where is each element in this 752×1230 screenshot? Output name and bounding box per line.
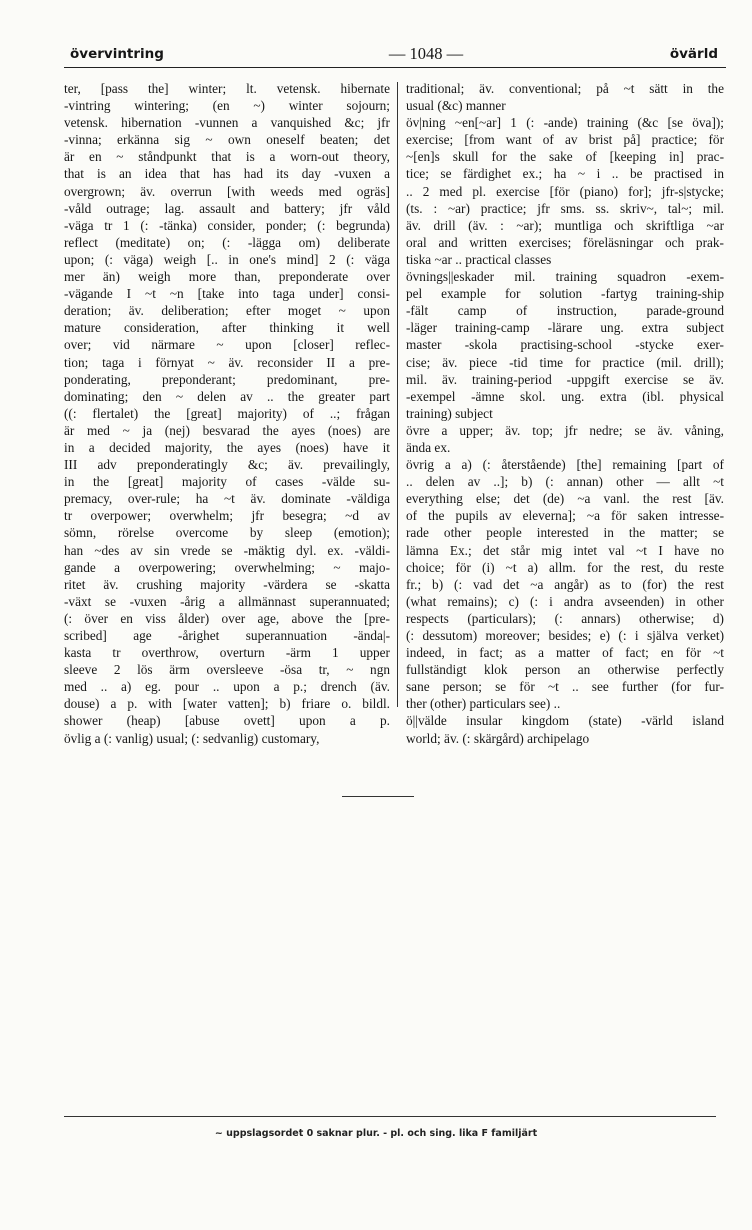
abbreviation-legend: ~ uppslagsordet 0 saknar plur. - pl. och sing. lika F familjärt [214,1128,538,1139]
dictionary-line: reflect (meditate) on; (: -lägga om) deliberate [64,234,390,250]
dictionary-line: master -skola practising-school -stycke exer- [406,337,724,353]
dictionary-line: sömn, rörelse overcome by sleep (emotion); [64,525,390,541]
dictionary-line: deration; äv. deliberation; efter moget ~ upon [64,303,390,319]
dictionary-line: -vinna; erkänna sig ~ own oneself beaten; det [64,132,390,148]
dictionary-line: är med ~ ja (nej) besvarad the ayes (noes) are [64,422,390,438]
dictionary-line: everything else; det (de) ~a vanl. the rest [äv. [406,491,724,507]
dictionary-line: med .. a) eg. pour .. upon a p.; drench (äv. [64,679,390,695]
dictionary-line: -vägande I ~t ~n [take into taga under] consi- [64,286,390,302]
dictionary-line: ända ex. [406,439,451,455]
dictionary-line: (: över en viss ålder) over age, above the [pre- [64,610,390,626]
dictionary-line: upon; (: väga) weigh [.. in one's mind] 2 (: väga [64,251,390,267]
dictionary-line: tr overpower; overwhelm; jfr besegra; ~d av [64,508,390,524]
dictionary-line: öv|ning ~en[~ar] 1 (: -ande) training (&c [se öva]); [406,115,724,131]
dictionary-line: choice; för (i) ~t a) allm. for the rest, du reste [406,559,724,575]
dictionary-line: ~[en]s skull for the sake of [keeping in] prac- [406,149,724,165]
footer-rule [64,1116,716,1117]
dictionary-line: han ~des av sin vrede se -mäktig dyl. ex. -väldi- [64,542,390,558]
dictionary-line: traditional; äv. conventional; på ~t sätt in the [406,81,724,96]
dictionary-line: exercise; [from want of av brist på] practice; för [406,132,724,148]
dictionary-line: rade other people interested in the matter; se [406,525,724,541]
right-column [406,80,724,747]
dictionary-line: scribed] age -årighet superannuation -ända|- [64,628,390,643]
dictionary-line: tice; se färdighet ex.; ha ~ i .. be practised in [406,166,724,182]
dictionary-line: äv. drill (äv. : ~ar); muntliga och skriftliga ~ar [406,217,724,233]
dictionary-line: -fält camp of instruction, parade-ground [406,303,724,319]
dictionary-line: shower (heap) [abuse ovett] upon a p. [64,713,390,729]
dictionary-line: ther (other) particulars see) .. [406,696,561,712]
dictionary-line: -växt se -vuxen -årig a allmännast superannuated; [64,593,390,609]
dictionary-line: over; vid närmare ~ upon [closer] reflec- [64,337,390,353]
dictionary-line: sleeve 2 lös ärm oversleeve -ösa tr, ~ ngn [64,662,390,678]
dictionary-line: -våld outrage; lag. assault and battery; jfr våld [64,200,390,216]
dictionary-line: douse) a p. with [water vatten]; b) friare o. bildl. [64,696,390,712]
dictionary-line: lämna Ex.; det står mig intet val ~t I have no [406,542,724,558]
header-rule [64,67,726,68]
dictionary-line: övlig a (: vanlig) usual; (: sedvanlig) customary, [64,730,320,746]
dictionary-line: kasta tr overthrow, overturn -ärm 1 upper [64,645,390,661]
dictionary-line: respects (particulars); (: annars) otherwise; d) [406,610,724,626]
dictionary-line: ponderating, preponderant; predominant, pre- [64,371,390,387]
dictionary-line: .. 2 med pl. exercise [för (piano) for]; jfr-s|stycke; [406,183,724,199]
dictionary-line: (ts. : ~ar) practice; jfr sms. ss. skriv~, tal~; mil. [406,200,724,216]
dictionary-line: är en ~ ståndpunkt that is a worn-out theory, [64,149,390,165]
dictionary-line: overgrown; äv. overrun [with weeds med ogräs] [64,183,390,199]
column-divider [397,82,398,707]
dictionary-line: fullständigt klok person an otherwise perfectly [406,662,724,678]
dictionary-line: tion; taga i förnyat ~ äv. reconsider II a pre- [64,354,390,370]
dictionary-line: dominating; den ~ delen av .. the greater part [64,388,390,404]
dictionary-line: gande a overpowering; overwhelming; ~ majo- [64,559,390,575]
dictionary-line: -exempel -ämne skol. ung. extra (ibl. physical [406,388,724,404]
dictionary-line: övre a upper; äv. top; jfr nedre; se äv. våning, [406,422,724,438]
dictionary-line: övrig a a) (: återstående) [the] remaining [part of [406,457,724,473]
dictionary-line: pel example for solution -fartyg training-ship [406,286,724,302]
dictionary-line: övnings||eskader mil. training squadron -exem- [406,269,724,285]
page-header [70,42,722,68]
dictionary-line: ritet äv. crushing majority -värdera se -skatta [64,576,390,592]
dictionary-line: III adv preponderatingly &c; äv. prevailingly, [64,457,390,473]
left-column [64,80,390,747]
dictionary-line: vetensk. hibernation -vunnen a vanquished &c; jfr [64,115,390,131]
dictionary-line: of the pupils av eleverna]; ~a för saken intresse- [406,508,724,524]
dictionary-line: training) subject [406,405,493,421]
dictionary-line: in the [great] majority of cases -välde su- [64,474,390,490]
dictionary-line: -vintring wintering; (en ~) winter sojourn; [64,98,390,114]
dictionary-line: (: dessutom) moreover; besides; e) (: i själva verket) [406,628,724,643]
dictionary-line: sane person; se för ~t .. see further (for fur- [406,679,724,695]
dictionary-line: fr.; b) (: vad det ~a angår) as to (for) the rest [406,576,724,592]
header-last-word: övärld [669,46,718,62]
dictionary-line: that is an idea that has had its day -vuxen a [64,166,390,182]
dictionary-line: (what remains); c) (: i andra avseenden) in other [406,593,724,609]
page-number: — 1048 — [388,44,464,63]
dictionary-line: usual (&c) manner [406,98,506,114]
dictionary-line: oral and written exercises; föreläsningar och prak- [406,234,724,250]
dictionary-line: .. delen av ..]; b) (: annan) other — allt ~t [406,474,724,490]
header-first-word: övervintring [70,46,164,62]
dictionary-line: mil. äv. training-period -uppgift exercise se äv. [406,371,724,387]
dictionary-line: ter, [pass the] winter; lt. vetensk. hibernate [64,81,390,96]
dictionary-line: tiska ~ar .. practical classes [406,251,552,267]
dictionary-line: indeed, in fact; as a matter of fact; en för ~t [406,645,724,661]
dictionary-line: mer än) weigh more than, preponderate over [64,269,390,285]
dictionary-line: premacy, over-rule; ha ~t äv. dominate -väldiga [64,491,390,507]
dictionary-line: ö||välde insular kingdom (state) -värld island [406,713,724,729]
dictionary-line: in a decided majority, the ayes (noes) have it [64,439,390,455]
dictionary-line: mature consideration, after thinking it well [64,320,390,336]
end-of-entries-rule [342,796,414,797]
dictionary-line: world; äv. (: skärgård) archipelago [406,730,590,746]
dictionary-line: ((: flertalet) the [great] majority) of ..; frågan [64,405,390,421]
dictionary-line: -läger training-camp -lärare ung. extra subject [406,320,724,336]
dictionary-line: cise; äv. piece -tid time for practice (mil. drill); [406,354,724,370]
dictionary-line: -väga tr 1 (: -tänka) consider, ponder; (: begrunda) [64,217,390,233]
